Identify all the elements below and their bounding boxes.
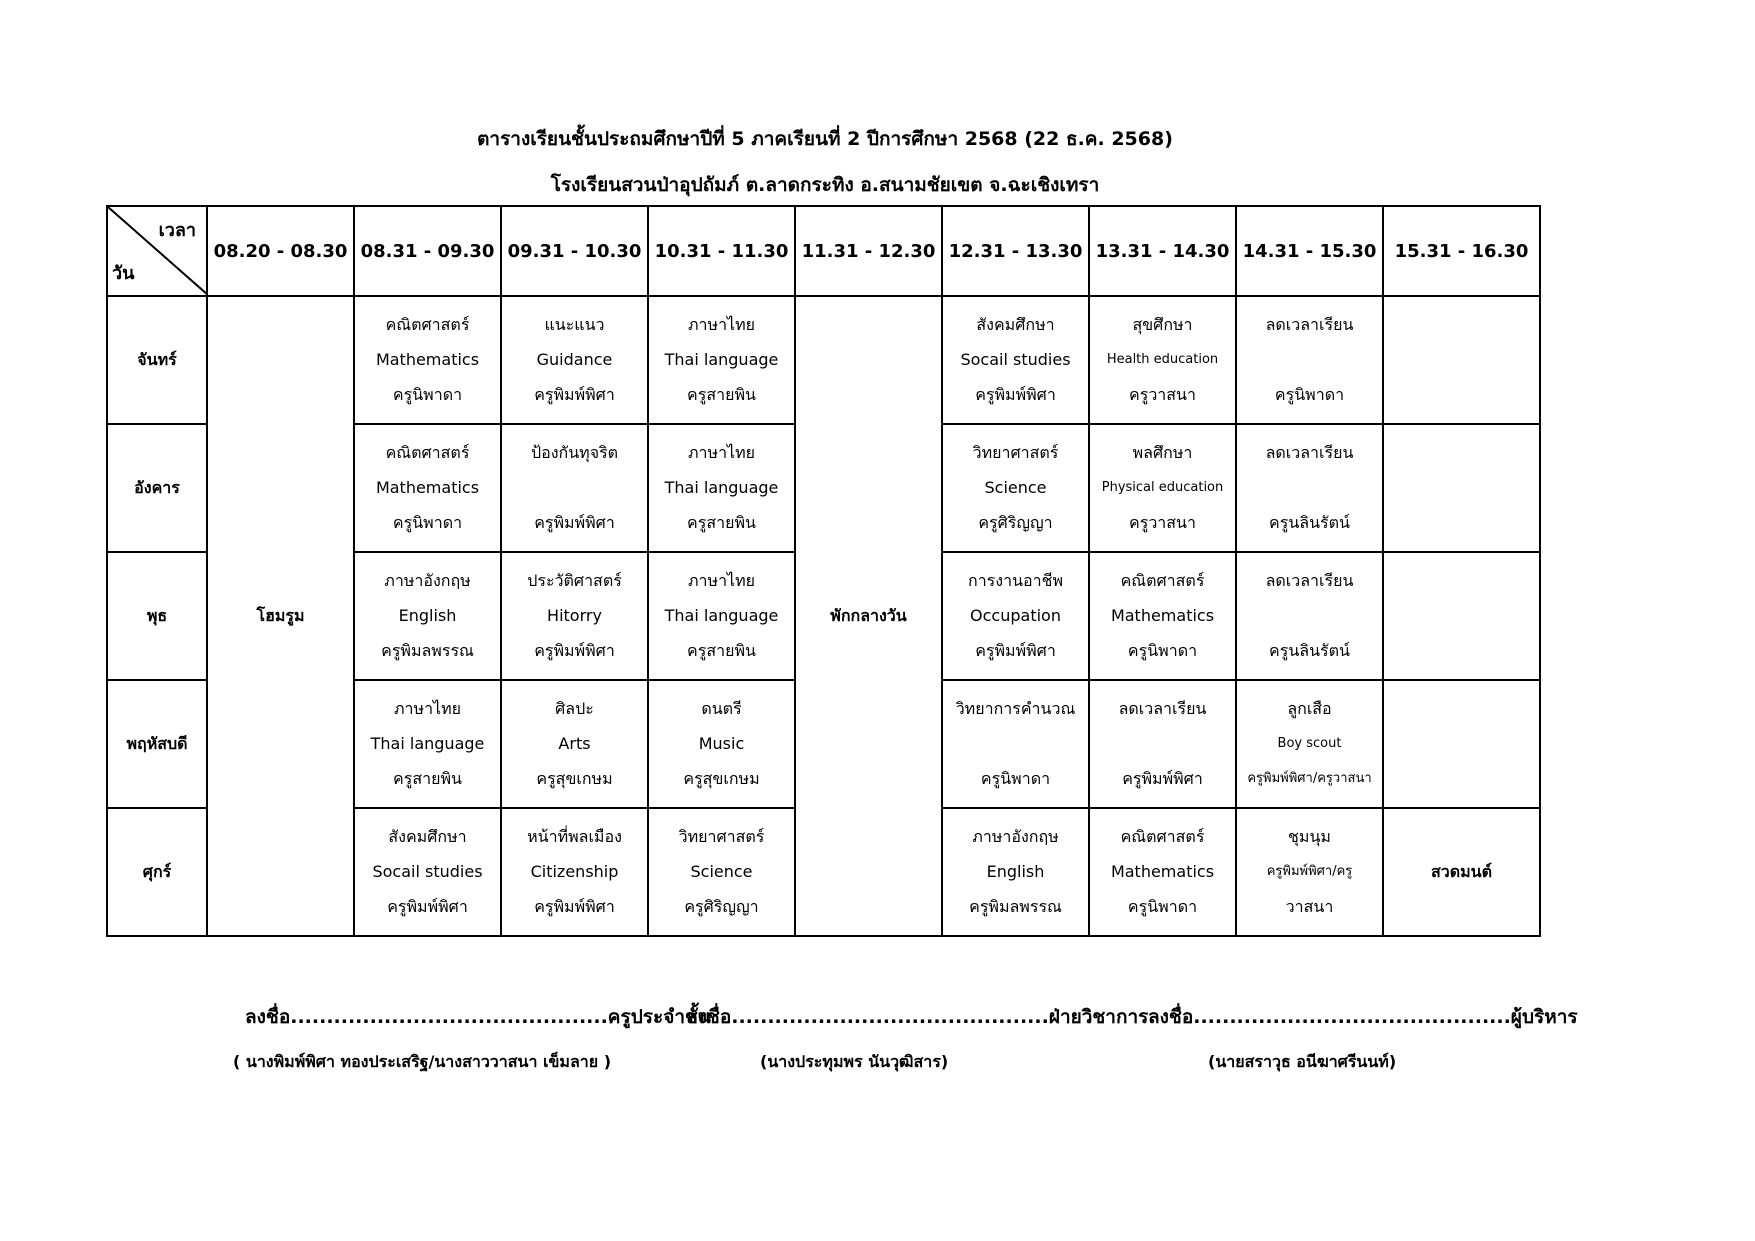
- subject-thai: วิทยาการคำนวณ: [955, 699, 1076, 718]
- period-header: 12.31 - 13.30: [942, 206, 1089, 296]
- teacher-name: ครูนลินรัตน์: [1269, 641, 1350, 660]
- subject-cell: [1089, 424, 1236, 552]
- subject-thai: คณิตศาสตร์: [385, 315, 470, 334]
- subject-english: Arts: [558, 734, 591, 753]
- subject-thai: แนะแนว: [544, 315, 605, 334]
- subject-english: Hitorry: [547, 606, 602, 625]
- teacher-name: ครูพิมพ์พิศา: [975, 385, 1056, 404]
- subject-cell: [942, 680, 1089, 808]
- subject-thai: หน้าที่พลเมือง: [527, 827, 622, 846]
- subject-english: Socail studies: [372, 862, 483, 881]
- subject-cell: [942, 424, 1089, 552]
- teacher-name: ครูสายพิน: [687, 385, 756, 404]
- subject-thai: คณิตศาสตร์: [1120, 827, 1205, 846]
- subject-english: English: [986, 862, 1045, 881]
- day-label: วัน: [112, 263, 135, 284]
- teacher-name: ครูพิมลพรรณ: [969, 897, 1062, 916]
- subject-cell: [1236, 424, 1383, 552]
- time-label: เวลา: [158, 220, 196, 241]
- teacher-name: ครูสุขเกษม: [683, 769, 760, 788]
- teacher-name: [1384, 638, 1539, 664]
- subject-thai: ลดเวลาเรียน: [1118, 699, 1207, 718]
- teacher-name: ครูพิมพ์พิศา/ครูวาสนา: [1247, 771, 1372, 786]
- period-header: 15.31 - 16.30: [1383, 206, 1540, 296]
- teacher-name: ครูศิริญญา: [684, 897, 759, 916]
- teacher-name: ครูสุขเกษม: [536, 769, 613, 788]
- teacher-name: ครูสายพิน: [687, 641, 756, 660]
- subject-thai: ภาษาไทย: [687, 315, 756, 334]
- subject-english: Socail studies: [960, 350, 1071, 369]
- subject-thai: ลดเวลาเรียน: [1265, 571, 1354, 590]
- period-header: 08.31 - 09.30: [354, 206, 501, 296]
- subject-thai: ป้องกันทุจริต: [530, 443, 619, 462]
- subject-thai: วิทยาศาสตร์: [972, 443, 1059, 462]
- subject-english: Occupation: [970, 606, 1061, 625]
- teacher-name: ครูสายพิน: [393, 769, 462, 788]
- subject-english: [1237, 475, 1382, 501]
- subject-english: Guidance: [536, 350, 613, 369]
- homeroom-cell: โฮมรูม: [207, 296, 354, 936]
- subject-cell: [942, 808, 1089, 936]
- subject-cell: [648, 808, 795, 936]
- subject-english: Mathematics: [1110, 862, 1215, 881]
- subject-cell: [1236, 296, 1383, 424]
- subject-english: Thai language: [664, 606, 779, 625]
- teacher-name: ครูนิพาดา: [392, 513, 463, 532]
- subject-cell: [648, 680, 795, 808]
- signature-line-director: ลงชื่อ............................................ผู้บริหาร: [1148, 1006, 1578, 1028]
- subject-english: [943, 731, 1088, 757]
- subject-cell: [1236, 808, 1383, 936]
- school-subtitle: โรงเรียนสวนป่าอุปถัมภ์ ต.ลาดกระทิง อ.สนามชัยเขต จ.ฉะเชิงเทรา: [550, 174, 1100, 196]
- subject-thai: ภาษาไทย: [393, 699, 462, 718]
- subject-cell: [1383, 552, 1540, 680]
- teacher-name: ครูพิมพ์พิศา: [534, 897, 615, 916]
- teacher-name: ครูนิพาดา: [392, 385, 463, 404]
- subject-cell: [648, 552, 795, 680]
- teacher-name: ครูวาสนา: [1129, 385, 1196, 404]
- teacher-name: [1384, 382, 1539, 408]
- subject-english: [1384, 603, 1539, 629]
- teacher-name: ครูพิมพ์พิศา: [534, 641, 615, 660]
- teacher-name: ครูพิมพ์พิศา: [975, 641, 1056, 660]
- subject-english: Thai language: [370, 734, 485, 753]
- subject-thai: พลศึกษา: [1132, 443, 1193, 462]
- signature-name-director: (นายสราวุธ อนีฆาศรีนนท์): [1208, 1052, 1397, 1071]
- day-row: [107, 296, 1540, 424]
- subject-cell: [354, 296, 501, 424]
- subject-thai: ภาษาอังกฤษ: [972, 827, 1059, 846]
- subject-english: Health education: [1106, 352, 1219, 367]
- day-name: ศุกร์: [107, 808, 207, 936]
- day-name: อังคาร: [107, 424, 207, 552]
- signature-name-academic-affairs: (นางประทุมพร นันวุฒิสาร): [760, 1052, 949, 1071]
- subject-english: ครูพิมพ์พิศา/ครู: [1266, 864, 1353, 879]
- subject-thai: สังคมศึกษา: [388, 827, 467, 846]
- subject-thai: ภาษาอังกฤษ: [384, 571, 471, 590]
- period-header: 10.31 - 11.30: [648, 206, 795, 296]
- subject-thai: คณิตศาสตร์: [385, 443, 470, 462]
- subject-cell: สวดมนต์: [1383, 808, 1540, 936]
- subject-english: [502, 475, 647, 501]
- signature-name-homeroom-teacher: ( นางพิมพ์พิศา ทองประเสริฐ/นางสาววาสนา เข็มลาย ): [233, 1052, 612, 1071]
- period-header: 11.31 - 12.30: [795, 206, 942, 296]
- subject-cell: [501, 424, 648, 552]
- subject-cell: [1236, 552, 1383, 680]
- subject-cell: [501, 296, 648, 424]
- subject-thai: [1384, 696, 1539, 722]
- teacher-name: ครูนิพาดา: [1127, 897, 1198, 916]
- subject-cell: [1089, 680, 1236, 808]
- subject-cell: [648, 296, 795, 424]
- day-name: พฤหัสบดี: [107, 680, 207, 808]
- page-title: ตารางเรียนชั้นประถมศึกษาปีที่ 5 ภาคเรียนที่ 2 ปีการศึกษา 2568 (22 ธ.ค. 2568): [477, 128, 1173, 150]
- subject-english: [1384, 475, 1539, 501]
- subject-cell: [501, 808, 648, 936]
- subject-english: Mathematics: [375, 350, 480, 369]
- corner-cell: [107, 206, 207, 296]
- subject-cell: [648, 424, 795, 552]
- subject-thai: [1384, 568, 1539, 594]
- day-name: จันทร์: [107, 296, 207, 424]
- teacher-name: วาสนา: [1285, 897, 1334, 916]
- subject-thai: ศิลปะ: [555, 699, 594, 718]
- subject-thai: ลดเวลาเรียน: [1265, 315, 1354, 334]
- period-header: 13.31 - 14.30: [1089, 206, 1236, 296]
- subject-english: Mathematics: [1110, 606, 1215, 625]
- period-header: 09.31 - 10.30: [501, 206, 648, 296]
- subject-english: Science: [984, 478, 1047, 497]
- subject-thai: ภาษาไทย: [687, 571, 756, 590]
- teacher-name: ครูนิพาดา: [1127, 641, 1198, 660]
- subject-cell: [1089, 552, 1236, 680]
- teacher-name: ครูนลินรัตน์: [1269, 513, 1350, 532]
- subject-english: Physical education: [1101, 480, 1224, 495]
- teacher-name: ครูพิมพ์พิศา: [1122, 769, 1203, 788]
- subject-english: [1384, 347, 1539, 373]
- subject-english: [1237, 347, 1382, 373]
- subject-cell: [942, 296, 1089, 424]
- subject-thai: การงานอาชีพ: [968, 571, 1063, 590]
- subject-cell: [501, 552, 648, 680]
- subject-thai: สังคมศึกษา: [976, 315, 1055, 334]
- subject-thai: ประวัติศาสตร์: [527, 571, 622, 590]
- subject-thai: ดนตรี: [701, 699, 742, 718]
- subject-cell: [1383, 680, 1540, 808]
- subject-english: Mathematics: [375, 478, 480, 497]
- teacher-name: ครูพิมพ์พิศา: [534, 385, 615, 404]
- teacher-name: [1384, 766, 1539, 792]
- subject-english: Science: [690, 862, 753, 881]
- subject-english: [1384, 731, 1539, 757]
- subject-thai: วิทยาศาสตร์: [678, 827, 765, 846]
- subject-cell: [942, 552, 1089, 680]
- subject-thai: คณิตศาสตร์: [1120, 571, 1205, 590]
- subject-cell: [354, 552, 501, 680]
- subject-thai: ลูกเสือ: [1287, 699, 1332, 718]
- subject-cell: [1236, 680, 1383, 808]
- subject-english: Boy scout: [1277, 736, 1342, 751]
- subject-cell: [354, 424, 501, 552]
- subject-thai: ภาษาไทย: [687, 443, 756, 462]
- subject-thai: ลดเวลาเรียน: [1265, 443, 1354, 462]
- subject-english: Citizenship: [530, 862, 619, 881]
- period-header: 14.31 - 15.30: [1236, 206, 1383, 296]
- subject-cell: [1089, 296, 1236, 424]
- header-row: [107, 206, 1540, 296]
- subject-cell: [1089, 808, 1236, 936]
- subject-cell: [354, 680, 501, 808]
- subject-english: Thai language: [664, 478, 779, 497]
- teacher-name: ครูนิพาดา: [980, 769, 1051, 788]
- subject-cell: [354, 808, 501, 936]
- teacher-name: ครูพิมลพรรณ: [381, 641, 474, 660]
- day-name: พุธ: [107, 552, 207, 680]
- subject-english: Music: [698, 734, 745, 753]
- signature-line-academic-affairs: ลงชื่อ............................................ฝ่ายวิชาการ: [686, 1006, 1149, 1028]
- teacher-name: ครูนิพาดา: [1274, 385, 1345, 404]
- subject-cell: [1383, 296, 1540, 424]
- subject-english: English: [398, 606, 457, 625]
- teacher-name: [1384, 510, 1539, 536]
- schedule-table: [106, 205, 1541, 937]
- subject-english: Thai language: [664, 350, 779, 369]
- subject-english: [1090, 731, 1235, 757]
- subject-cell: [501, 680, 648, 808]
- subject-thai: [1384, 440, 1539, 466]
- signature-line-homeroom-teacher: ลงชื่อ............................................ครูประจำชั้น: [245, 1006, 711, 1028]
- subject-english: [1237, 603, 1382, 629]
- subject-cell: [1383, 424, 1540, 552]
- subject-thai: ชุมนุม: [1288, 827, 1331, 846]
- teacher-name: ครูพิมพ์พิศา: [387, 897, 468, 916]
- teacher-name: ครูพิมพ์พิศา: [534, 513, 615, 532]
- teacher-name: ครูศิริญญา: [978, 513, 1053, 532]
- teacher-name: ครูวาสนา: [1129, 513, 1196, 532]
- subject-thai: [1384, 312, 1539, 338]
- teacher-name: ครูสายพิน: [687, 513, 756, 532]
- period-header: 08.20 - 08.30: [207, 206, 354, 296]
- subject-thai: สุขศึกษา: [1132, 315, 1193, 334]
- lunch-break-cell: พักกลางวัน: [795, 296, 942, 936]
